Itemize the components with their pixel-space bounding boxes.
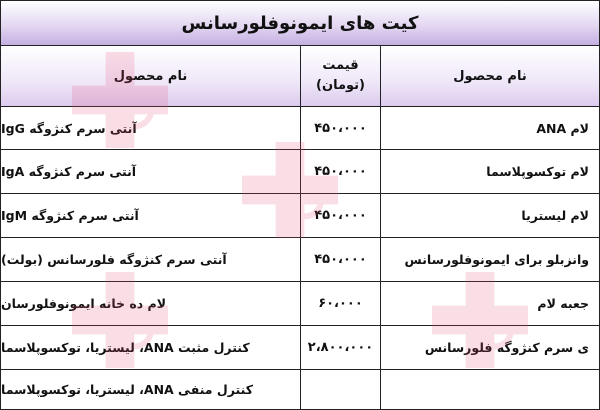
cell-text: آنتی سرم کنژوگه IgA [1, 164, 137, 179]
table-row-left-name [1, 370, 301, 409]
cell-text: لام توکسوپلاسما [486, 164, 589, 179]
cell-text: ی سرم کنژوگه فلورسانس [424, 340, 589, 355]
table-row-price [301, 370, 381, 409]
table-row-right-name [381, 370, 599, 409]
table-row-price: ۴۵۰،۰۰۰ [301, 107, 381, 150]
table-row-right-name [381, 238, 599, 282]
cell-text: وانزبلو برای ایمونوفلورسانس [404, 252, 589, 267]
table-row-left-name [1, 150, 301, 194]
cell-text: آنتی سرم کنژوگه IgM [1, 208, 139, 223]
cell-text: لام ANA [536, 120, 589, 136]
header-price-label: قیمت [322, 58, 359, 73]
header-price [301, 46, 381, 107]
table-row-left-name [1, 107, 301, 150]
cell-text: کنترل منفی ANA، لیستریا، توکسوپلاسما [1, 382, 253, 397]
table-row-price: ۲،۸۰۰،۰۰۰ [301, 326, 381, 370]
table-row-right-name [381, 282, 599, 326]
table-row-right-name [381, 150, 599, 194]
table-row-price: ۴۵۰،۰۰۰ [301, 238, 381, 282]
cell-text: آنتی سرم کنژوگه فلورسانس (بولت) [1, 252, 227, 267]
cell-text: لام ده خانه ایمونوفلورسان [1, 296, 166, 311]
table-row-price: ۴۵۰،۰۰۰ [301, 194, 381, 238]
price-table [1, 46, 599, 409]
header-left-product-name: نام محصول [1, 46, 301, 107]
table-row-right-name [381, 107, 599, 150]
table-title: کیت های ایمونوفلورسانس [181, 12, 419, 34]
table-title-bar [1, 1, 599, 46]
table-row-price: ۶۰،۰۰۰ [301, 282, 381, 326]
cell-text: کنترل مثبت ANA، لیستریا، توکسوپلاسما [1, 340, 250, 355]
table-row-right-name [381, 194, 599, 238]
cell-text: لام لیستریا [521, 208, 589, 223]
table-row-price: ۴۵۰،۰۰۰ [301, 150, 381, 194]
table-row-left-name [1, 282, 301, 326]
table-row-left-name [1, 194, 301, 238]
cell-text: آنتی سرم کنژوگه IgG [1, 120, 137, 136]
table-row-left-name [1, 238, 301, 282]
table-row-left-name [1, 326, 301, 370]
header-price-unit: (تومان) [316, 78, 365, 93]
header-right-product-name: نام محصول [381, 46, 599, 107]
table-row-right-name [381, 326, 599, 370]
cell-text: جعبه لام [537, 296, 589, 311]
